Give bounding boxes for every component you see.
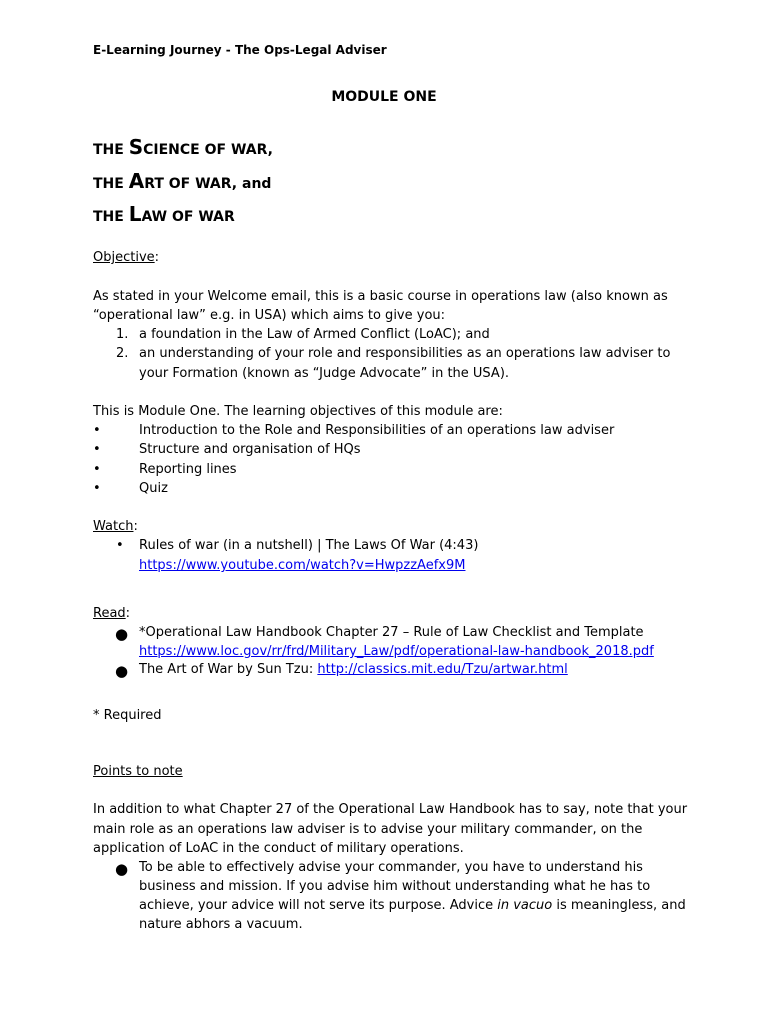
read-item-1-link[interactable]: https://www.loc.gov/rr/frd/Military_Law/pdf/operational-law-handbook_2018.pdf — [139, 644, 654, 659]
watch-heading: Watch: — [93, 519, 138, 534]
bullet-icon: • — [116, 538, 124, 553]
read-item-1-text: *Operational Law Handbook Chapter 27 – Rule of Law Checklist and Template — [139, 625, 644, 640]
objective-item: Structure and organisation of HQs — [139, 442, 361, 457]
points-bullet-line-3: achieve, your advice will not serve its purpose. Advice in vacuo is meaningless, and — [139, 898, 686, 913]
numbered-marker: 2. — [116, 346, 129, 361]
title-cap: S — [128, 135, 144, 159]
numbered-item-2-line-1: an understanding of your role and responsibilities as an operations law adviser to — [139, 346, 671, 361]
bullet-icon: ● — [115, 662, 129, 680]
numbered-item-2-line-2: your Formation (known as “Judge Advocate” in the USA). — [139, 366, 510, 381]
title-rest: RT OF WAR, and — [144, 176, 272, 192]
points-para-line-1: In addition to what Chapter 27 of the Operational Law Handbook has to say, note that your — [93, 802, 688, 817]
title-science — [93, 135, 273, 159]
read-heading: Read: — [93, 606, 131, 621]
points-heading: Points to note — [93, 764, 183, 779]
title-rest: AW OF WAR — [141, 209, 235, 225]
read-item-2 — [139, 662, 568, 677]
read-item-2-link[interactable]: http://classics.mit.edu/Tzu/artwar.html — [317, 662, 568, 677]
numbered-item-1: a foundation in the Law of Armed Conflict (LoAC); and — [139, 327, 490, 342]
points-bullet-line-4: nature abhors a vacuum. — [139, 917, 303, 932]
bullet-icon: ● — [115, 625, 129, 643]
title-law — [93, 202, 235, 226]
intro-line-2: “operational law” e.g. in USA) which aims to give you: — [93, 308, 446, 323]
read-item-2-text: The Art of War by Sun Tzu: — [139, 662, 318, 677]
title-cap: A — [128, 169, 145, 193]
title-cap: L — [128, 202, 142, 226]
bullet-icon: • — [93, 462, 101, 477]
bullet-icon: • — [93, 423, 101, 438]
numbered-marker: 1. — [116, 327, 129, 342]
intro-line-1: As stated in your Welcome email, this is a basic course in operations law (also known as — [93, 289, 668, 304]
title-pre: THE — [93, 176, 129, 192]
objective-heading: Objective: — [93, 250, 160, 265]
title-rest: CIENCE OF WAR, — [143, 142, 273, 158]
required-note: * Required — [93, 708, 162, 723]
watch-link[interactable]: https://www.youtube.com/watch?v=HwpzzAefx9M — [139, 558, 466, 573]
module-title: MODULE ONE — [331, 89, 437, 105]
document-header: E-Learning Journey - The Ops-Legal Adviser — [93, 43, 387, 57]
points-para-line-3: application of LoAC in the conduct of military operations. — [93, 841, 464, 856]
points-bullet-line-1: To be able to effectively advise your commander, you have to understand his — [139, 860, 643, 875]
title-art — [93, 169, 271, 193]
objective-item: Quiz — [139, 481, 168, 496]
points-para-line-2: main role as an operations law adviser is to advise your military commander, on the — [93, 822, 643, 837]
title-pre: THE — [93, 142, 129, 158]
points-bullet-line-2: business and mission. If you advise him without understanding what he has to — [139, 879, 651, 894]
module-intro: This is Module One. The learning objectives of this module are: — [93, 404, 503, 419]
watch-item-title: Rules of war (in a nutshell) | The Laws Of War (4:43) — [139, 538, 479, 553]
bullet-icon: ● — [115, 860, 129, 878]
italic-phrase: in vacuo — [497, 898, 553, 913]
objective-item: Reporting lines — [139, 462, 237, 477]
objective-item: Introduction to the Role and Responsibilities of an operations law adviser — [139, 423, 615, 438]
bullet-icon: • — [93, 442, 101, 457]
bullet-icon: • — [93, 481, 101, 496]
title-pre: THE — [93, 209, 129, 225]
